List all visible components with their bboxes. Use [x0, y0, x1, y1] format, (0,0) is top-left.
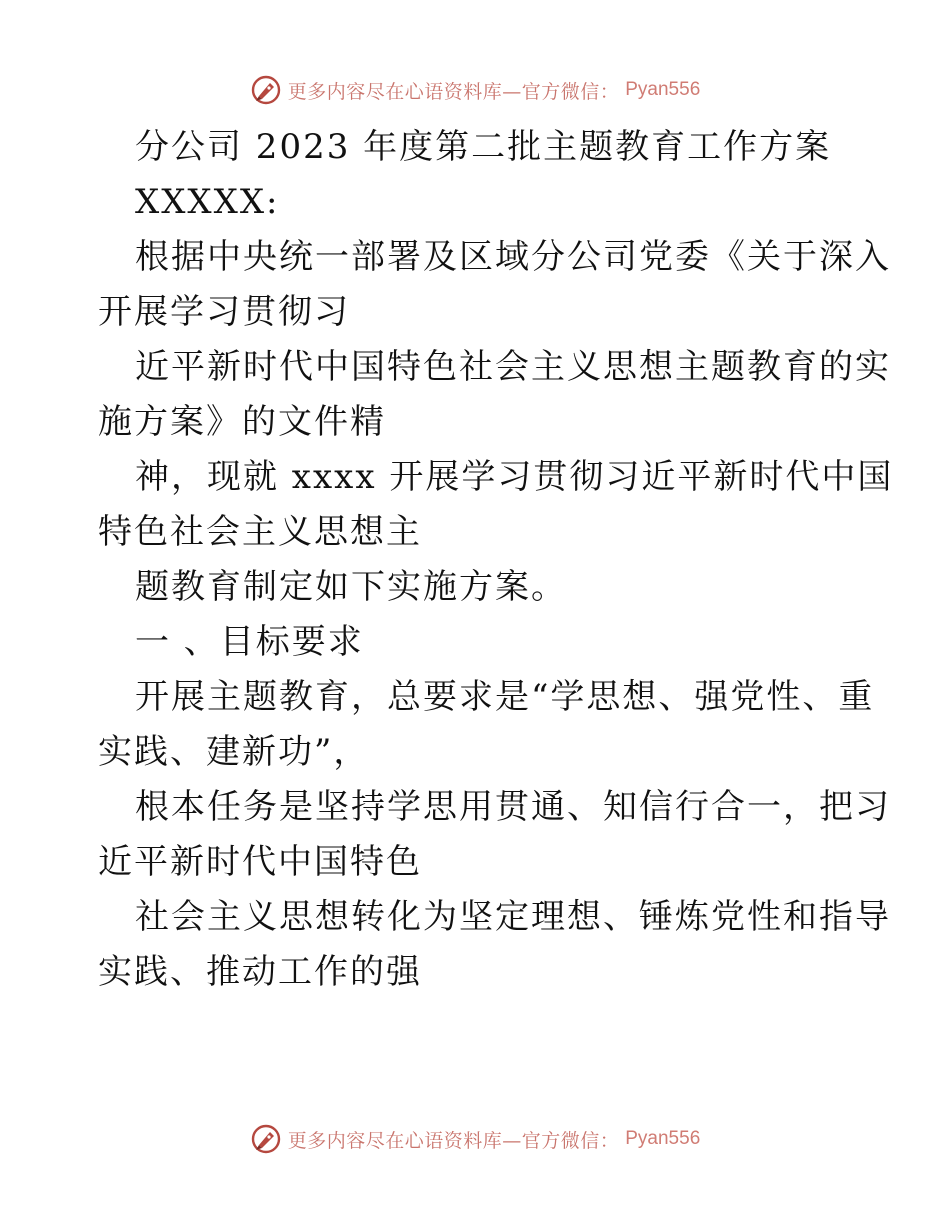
footer-banner — [0, 1121, 950, 1157]
section-heading: 一 、目标要求 — [135, 622, 364, 662]
salutation: XXXXX: — [135, 182, 280, 222]
paragraph-line: 近平新时代中国特色 — [98, 842, 422, 882]
paragraph-line: 开展学习贯彻习 — [98, 292, 350, 332]
paragraph-line: 实践、推动工作的强 — [98, 952, 422, 992]
footer-wechat-id: Pyan556 — [625, 1128, 701, 1149]
paragraph-line: 题教育制定如下实施方案。 — [135, 567, 567, 607]
header-banner-text: 更多内容尽在心语资料库—官方微信： — [287, 80, 620, 103]
footer-banner-text: 更多内容尽在心语资料库—官方微信： — [287, 1129, 620, 1152]
document-body — [98, 120, 894, 1000]
header-banner-content — [250, 74, 701, 106]
header-banner — [0, 72, 950, 108]
footer-banner-content — [250, 1123, 701, 1155]
paragraph-line: 特色社会主义思想主 — [98, 512, 422, 552]
paragraph-line: 根本任务是坚持学思用贯通、知信行合一，把习 — [135, 787, 891, 827]
paragraph-line: 施方案》的文件精 — [98, 402, 386, 442]
paragraph-line: 神，现就 xxxx 开展学习贯彻习近平新时代中国 — [135, 457, 894, 497]
paragraph-line: 开展主题教育，总要求是“学思想、强党性、重 — [135, 677, 875, 717]
document-title: 分公司 2023 年度第二批主题教育工作方案 — [135, 127, 832, 167]
pen-nib-logo-icon — [250, 74, 282, 106]
paragraph-line: 实践、建新功”， — [98, 732, 370, 772]
header-wechat-id: Pyan556 — [625, 79, 701, 100]
paragraph-line: 近平新时代中国特色社会主义思想主题教育的实 — [135, 347, 891, 387]
pen-nib-logo-icon — [250, 1123, 282, 1155]
paragraph-line: 根据中央统一部署及区域分公司党委《关于深入 — [135, 237, 891, 277]
paragraph-line: 社会主义思想转化为坚定理想、锤炼党性和指导 — [135, 897, 891, 937]
